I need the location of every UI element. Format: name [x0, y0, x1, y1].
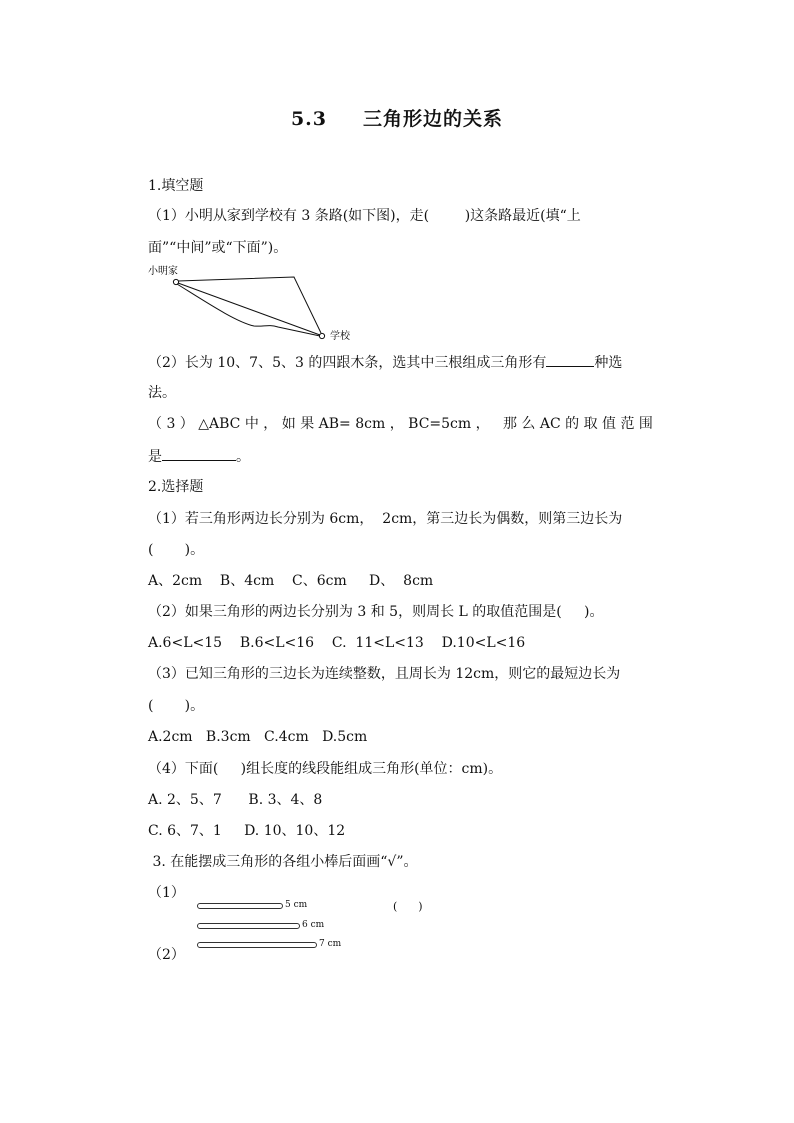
route-diagram [146, 262, 366, 346]
s1-q2-text-a: （2）长为 10、7、5、3 的四跟木条，选其中三根组成三角形有 [148, 355, 547, 371]
s1-q2-line1 [148, 352, 622, 373]
s1-q3-line2 [148, 446, 250, 467]
stick-5cm [197, 903, 283, 909]
s2-q2-line1: （2）如果三角形的两边长分别为 3 和 5，则周长 L 的取值范围是( )。 [148, 604, 604, 620]
s3-item1-label: （1） [148, 885, 185, 901]
page-title [0, 104, 794, 131]
s2-q3-line2: ( )。 [148, 698, 205, 714]
s3-item2-label: （2） [148, 947, 185, 963]
s2-q3-options: A.2cm B.3cm C.4cm D.5cm [148, 729, 368, 745]
section1-heading: 1.填空题 [148, 178, 204, 194]
stick-6cm-label: 6 cm [302, 920, 325, 930]
title-number: 5.3 [290, 108, 328, 130]
home-point [173, 279, 178, 284]
section2-heading: 2.选择题 [148, 479, 204, 495]
s2-q4-options-a: A. 2、5、7 B. 3、4、8 [148, 792, 323, 808]
s1-q2-text-b: 种选 [594, 355, 623, 371]
s1-q1-line2: 面”“中间”或“下面”)。 [148, 240, 288, 256]
stick-6cm [197, 923, 300, 929]
stick-7cm [197, 942, 317, 948]
s2-q1-options: A、2cm B、4cm C、6cm D、 8cm [148, 573, 434, 589]
answer-blank[interactable] [546, 352, 594, 367]
stick-5cm-label: 5 cm [285, 900, 308, 910]
s1-q3-line1: （ 3 ） △ABC 中 ， 如 果 AB= 8cm ， BC=5cm ， 那 么 AC 的 取 值 范 围 [148, 416, 653, 432]
stick-7cm-label: 7 cm [319, 939, 342, 949]
s2-q3-line1: （3）已知三角形的三边长为连续整数，且周长为 12cm，则它的最短边长为 [148, 666, 621, 682]
answer-blank[interactable] [162, 446, 236, 461]
school-point [319, 333, 324, 338]
middle-route [178, 283, 320, 335]
home-label: 小明家 [148, 266, 178, 277]
answer-paren[interactable]: ( ) [393, 900, 423, 913]
section3-heading: 3. 在能摆成三角形的各组小棒后面画“√”。 [148, 854, 418, 870]
s1-q3-text-a: 是 [148, 449, 162, 465]
school-label: 学校 [330, 331, 350, 342]
lower-route [177, 284, 320, 336]
s1-q3-text-b: 。 [236, 449, 250, 465]
s2-q1-line1: （1）若三角形两边长分别为 6cm， 2cm，第三边长为偶数，则第三边长为 [148, 511, 623, 527]
s2-q4-line1: （4）下面( )组长度的线段能组成三角形(单位：cm)。 [148, 761, 503, 777]
s2-q1-line2: ( )。 [148, 542, 205, 558]
s1-q1-line1: （1）小明从家到学校有 3 条路(如下图)，走( )这条路最近(填“上 [148, 208, 581, 224]
s2-q2-options: A.6<L<15 B.6<L<16 C. 11<L<13 D.10<L<16 [148, 635, 526, 651]
title-text: 三角形边的关系 [363, 108, 504, 130]
s2-q4-options-b: C. 6、7、1 D. 10、10、12 [148, 823, 346, 839]
s1-q2-line2: 法。 [148, 385, 176, 401]
